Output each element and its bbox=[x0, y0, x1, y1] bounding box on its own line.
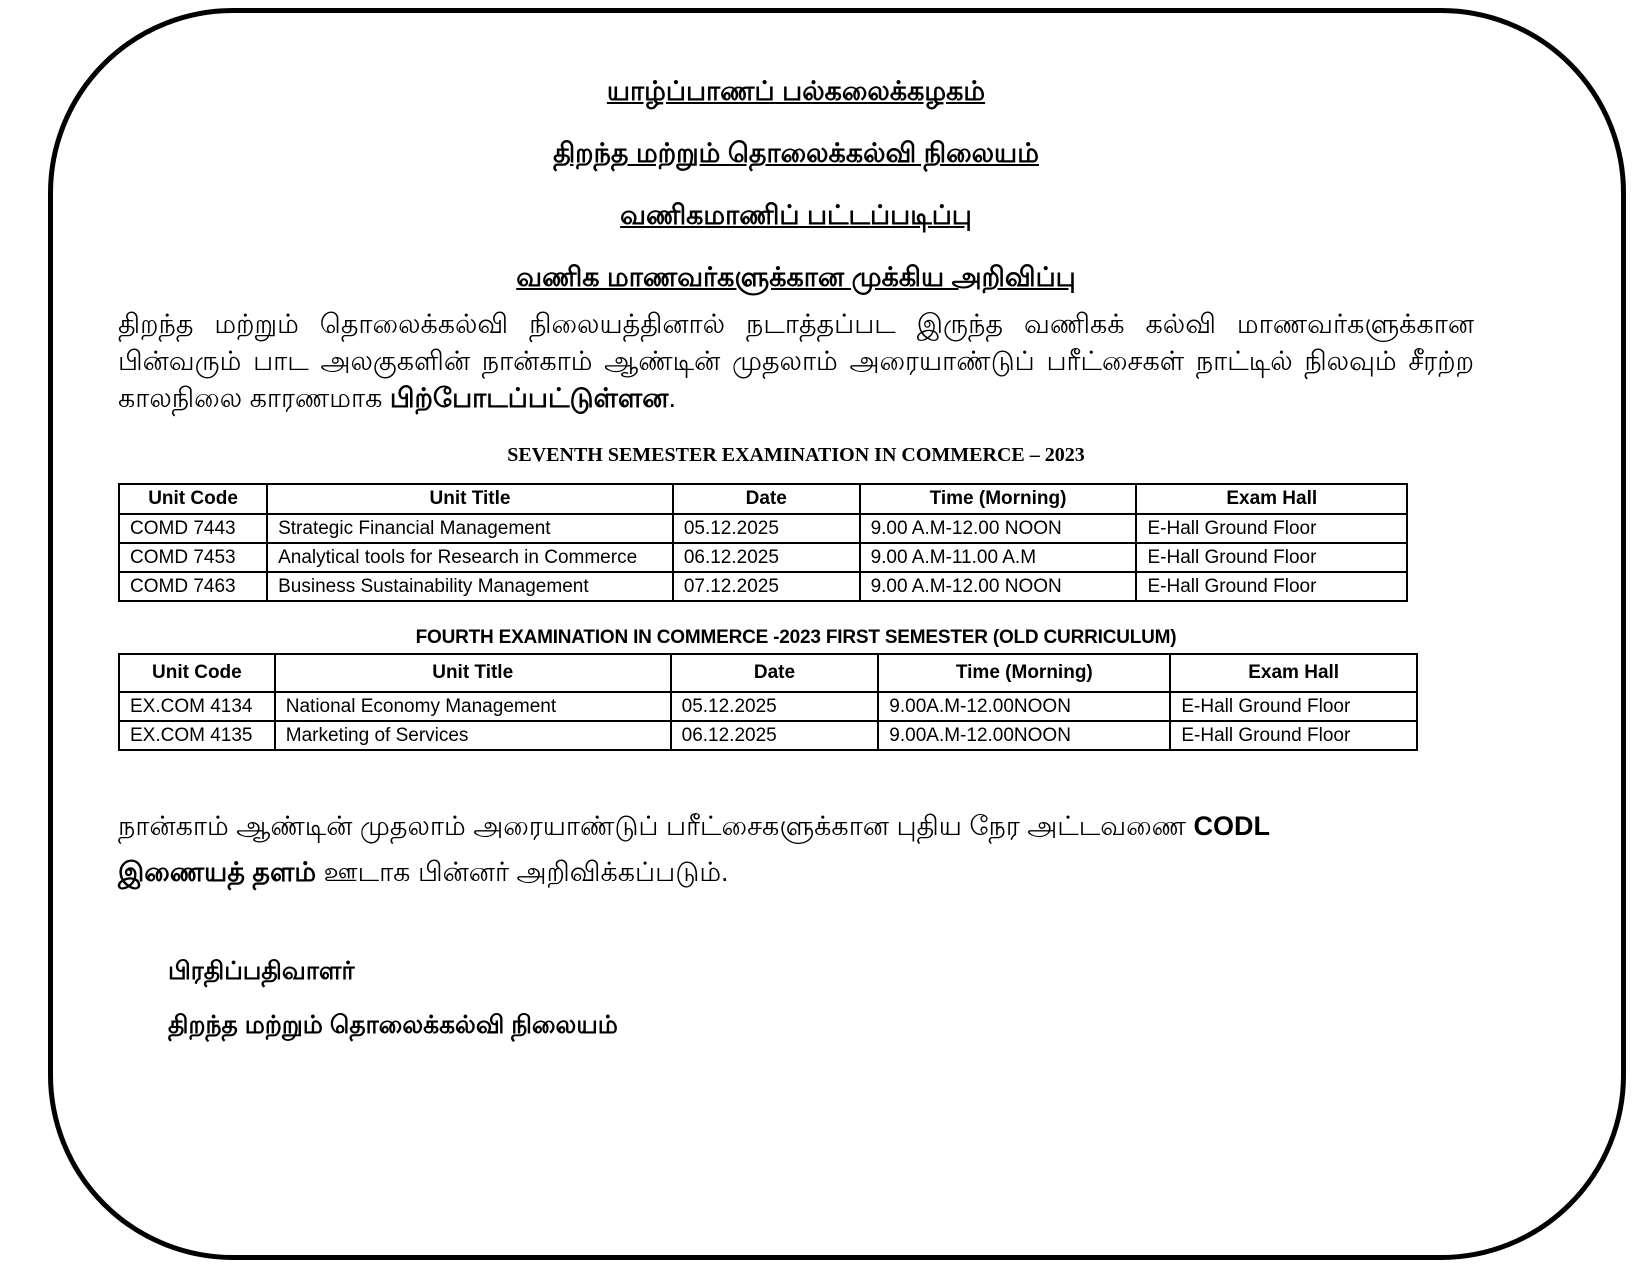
table-cell-time: 9.00 A.M-12.00 NOON bbox=[860, 572, 1137, 601]
closing-text-end: ஊடாக பின்னர் அறிவிக்கப்படும். bbox=[316, 857, 729, 887]
table-cell-unit-code: EX.COM 4135 bbox=[119, 721, 275, 750]
table-row bbox=[119, 692, 1417, 721]
table-cell-time: 9.00 A.M-11.00 A.M bbox=[860, 543, 1137, 572]
heading-program bbox=[118, 198, 1474, 232]
table-cell-unit-title: Strategic Financial Management bbox=[267, 514, 673, 543]
table-cell-unit-code: COMD 7453 bbox=[119, 543, 267, 572]
table2-header bbox=[119, 654, 1417, 692]
table-cell-date: 05.12.2025 bbox=[673, 514, 860, 543]
table2-header-date: Date bbox=[671, 654, 879, 692]
fourth-exam-table bbox=[118, 653, 1418, 751]
table2-header-unit-title: Unit Title bbox=[275, 654, 671, 692]
table-cell-unit-title: Analytical tools for Research in Commerce bbox=[267, 543, 673, 572]
closing-text-normal: நான்காம் ஆண்டின் முதலாம் அரையாண்டுப் பரீட்சைகளுக்கான புதிய நேர அட்டவணை bbox=[118, 811, 1194, 841]
notice-document bbox=[118, 0, 1474, 1043]
table-cell-unit-title: National Economy Management bbox=[275, 692, 671, 721]
intro-text-normal: திறந்த மற்றும் தொலைக்கல்வி நிலையத்தினால் நடாத்தப்பட இருந்த வணிகக் கல்வி மாணவர்களுக்கான பின்வரும் பாட அலகுகளின் நான்காம் ஆண்டின் முதலாம் அரையாண்டுப் பரீட்சைகள் நாட்டில் நிலவும் சீரற்ற காலநிலை காரணமாக bbox=[118, 309, 1474, 413]
table-row bbox=[119, 514, 1407, 543]
table1-body bbox=[119, 514, 1407, 601]
table2-body bbox=[119, 692, 1417, 750]
table-cell-date: 06.12.2025 bbox=[673, 543, 860, 572]
intro-paragraph bbox=[118, 306, 1474, 417]
table-cell-unit-code: COMD 7443 bbox=[119, 514, 267, 543]
table-cell-time: 9.00 A.M-12.00 NOON bbox=[860, 514, 1137, 543]
table1-header bbox=[119, 484, 1407, 514]
signature-title: பிரதிப்பதிவாளர் bbox=[168, 957, 355, 985]
table-row bbox=[119, 721, 1417, 750]
closing-paragraph bbox=[118, 803, 1358, 895]
table2-header-time: Time (Morning) bbox=[878, 654, 1170, 692]
table-cell-exam-hall: E-Hall Ground Floor bbox=[1136, 514, 1407, 543]
table1-header-unit-code: Unit Code bbox=[119, 484, 267, 514]
table-cell-exam-hall: E-Hall Ground Floor bbox=[1170, 721, 1417, 750]
fourth-exam-table-title: FOURTH EXAMINATION IN COMMERCE -2023 FIRST SEMESTER (OLD CURRICULUM) bbox=[415, 627, 1177, 648]
table-cell-unit-title: Business Sustainability Management bbox=[267, 572, 673, 601]
seventh-semester-table-title: SEVENTH SEMESTER EXAMINATION IN COMMERCE – 2023 bbox=[507, 444, 1085, 466]
intro-text-bold: பிற்போடப்பட்டுள்ளன bbox=[389, 383, 669, 413]
heading-centre bbox=[118, 136, 1474, 170]
table-cell-time: 9.00A.M-12.00NOON bbox=[878, 721, 1170, 750]
table1-header-exam-hall: Exam Hall bbox=[1136, 484, 1407, 514]
table-cell-exam-hall: E-Hall Ground Floor bbox=[1170, 692, 1417, 721]
heading-notice bbox=[118, 260, 1474, 294]
intro-text-period: . bbox=[668, 383, 676, 413]
table1-header-time: Time (Morning) bbox=[860, 484, 1137, 514]
table-cell-date: 07.12.2025 bbox=[673, 572, 860, 601]
heading-university bbox=[118, 74, 1474, 108]
table-cell-exam-hall: E-Hall Ground Floor bbox=[1136, 572, 1407, 601]
table-cell-exam-hall: E-Hall Ground Floor bbox=[1136, 543, 1407, 572]
signature-centre: திறந்த மற்றும் தொலைக்கல்வி நிலையம் bbox=[168, 1011, 618, 1039]
closing-text-bold: CODL இணையத் தளம் bbox=[118, 811, 1270, 887]
seventh-semester-exam-table bbox=[118, 483, 1408, 602]
table2-header-row bbox=[119, 654, 1417, 692]
heading-university-text: யாழ்ப்பாணப் பல்கலைக்கழகம் bbox=[606, 76, 986, 106]
table-cell-unit-code: COMD 7463 bbox=[119, 572, 267, 601]
table1-header-row bbox=[119, 484, 1407, 514]
table-cell-unit-code: EX.COM 4134 bbox=[119, 692, 275, 721]
table-row bbox=[119, 572, 1407, 601]
heading-notice-text: வணிக மாணவர்களுக்கான முக்கிய அறிவிப்பு bbox=[516, 262, 1076, 292]
table1-header-unit-title: Unit Title bbox=[267, 484, 673, 514]
table2-header-unit-code: Unit Code bbox=[119, 654, 275, 692]
heading-program-text: வணிகமாணிப் பட்டப்படிப்பு bbox=[620, 200, 972, 230]
table1-header-date: Date bbox=[673, 484, 860, 514]
heading-centre-text: திறந்த மற்றும் தொலைக்கல்வி நிலையம் bbox=[553, 138, 1039, 168]
table-row bbox=[119, 543, 1407, 572]
table-cell-time: 9.00A.M-12.00NOON bbox=[878, 692, 1170, 721]
table-cell-date: 05.12.2025 bbox=[671, 692, 879, 721]
table2-header-exam-hall: Exam Hall bbox=[1170, 654, 1417, 692]
table-cell-unit-title: Marketing of Services bbox=[275, 721, 671, 750]
table-cell-date: 06.12.2025 bbox=[671, 721, 879, 750]
